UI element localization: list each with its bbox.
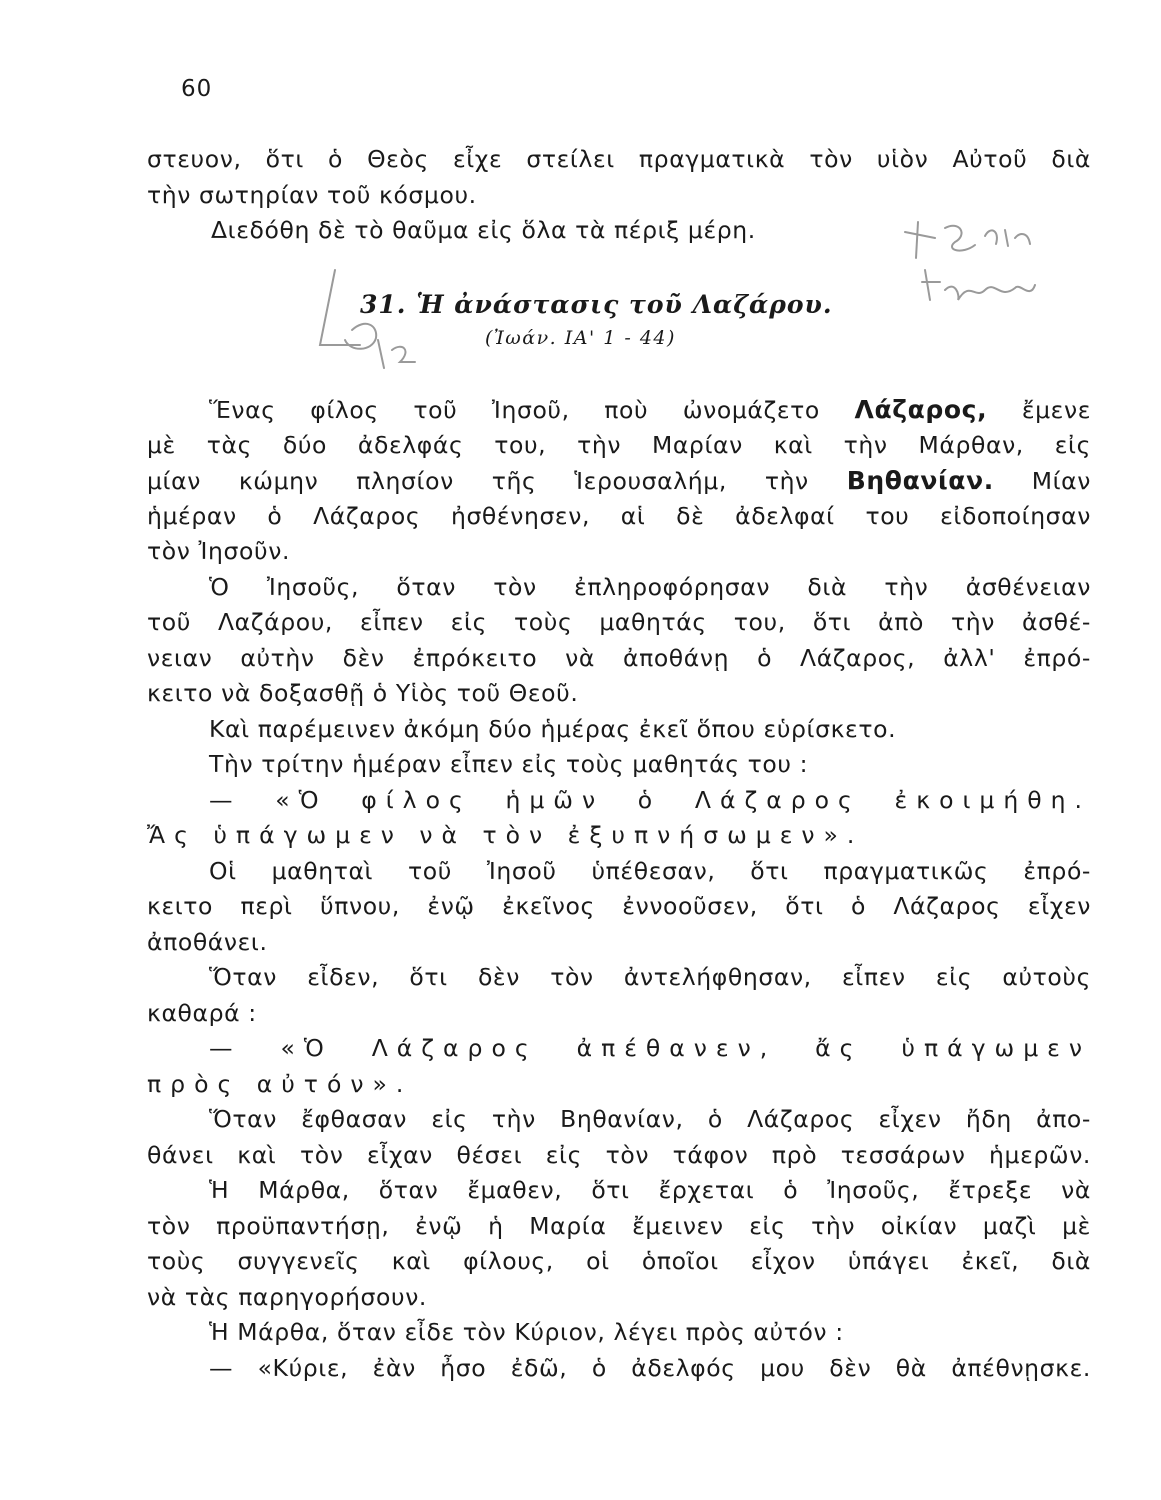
text-line: Καὶ παρέμεινεν ἀκόμη δύο ἡμέρας ἐκεῖ ὅπου εὑρίσκετο. (209, 714, 897, 743)
dialogue-line: πρὸς αὐτόν». (147, 1069, 413, 1098)
text-line: μὲ τὰς δύο ἀδελφάς του, τὴν Μαρίαν καὶ τὴν Μάρθαν, εἰς (147, 430, 1091, 459)
text-span: Ἕνας φίλος τοῦ Ἰησοῦ, ποὺ ὠνομάζετο (209, 396, 820, 424)
text-span: ἔμενε (1021, 396, 1091, 424)
text-line: Ὅταν ἔφθασαν εἰς τὴν Βηθανίαν, ὁ Λάζαρος εἶχεν ἤδη ἀπο- (209, 1105, 1091, 1133)
text-line: Οἱ μαθηταὶ τοῦ Ἰησοῦ ὑπέθεσαν, ὅτι πραγματικῶς ἐπρό- (209, 856, 1091, 885)
text-line: Ἡ Μάρθα, ὅταν ἔμαθεν, ὅτι ἔρχεται ὁ Ἰησοῦς, ἔτρεξε νὰ (209, 1176, 1091, 1204)
text-line: κειτο περὶ ὕπνου, ἐνῷ ἐκεῖνος ἐννοοῦσεν, ὅτι ὁ Λάζαρος εἶχεν (147, 892, 1091, 920)
text-line: κειτο νὰ δοξασθῇ ὁ Υἱὸς τοῦ Θεοῦ. (147, 679, 579, 707)
text-span: Μίαν (1031, 467, 1091, 495)
text-line: Τὴν τρίτην ἡμέραν εἶπεν εἰς τοὺς μαθητάς του : (209, 750, 809, 778)
place-bethany: Βηθανίαν. (846, 466, 994, 495)
scripture-reference: (Ἰωάν. ΙΑ' 1 - 44) (485, 327, 676, 349)
story-text (147, 392, 1091, 1386)
dialogue-line: Ἄς ὑπάγωμεν νὰ τὸν ἐξυπνήσωμεν». (147, 821, 864, 849)
name-lazaros: Λάζαρος, (854, 395, 988, 424)
text-line: τοὺς συγγενεῖς καὶ φίλους, οἱ ὁποῖοι εἶχον ὑπάγει ἐκεῖ, διὰ (147, 1247, 1091, 1275)
text-line: ἀποθάνει. (147, 927, 268, 956)
dialogue-line: — «Κύριε, ἐὰν ἦσο ἐδῶ, ὁ ἀδελφός μου δὲν θὰ ἀπέθνῃσκε. (209, 1353, 1091, 1382)
text-line: τὸν Ἰησοῦν. (147, 537, 291, 565)
text-line: θάνει καὶ τὸν εἶχαν θέσει εἰς τὸν τάφον πρὸ τεσσάρων ἡμερῶν. (147, 1140, 1091, 1169)
text-line: Ἡ Μάρθα, ὅταν εἶδε τὸν Κύριον, λέγει πρὸς αὐτόν : (209, 1318, 844, 1346)
text-line: ἡμέραν ὁ Λάζαρος ἠσθένησεν, αἱ δὲ ἀδελφαί του εἰδοποίησαν (147, 501, 1091, 530)
text-line: τὸν προϋπαντήσῃ, ἐνῷ ἡ Μαρία ἔμεινεν εἰς τὴν οἰκίαν μαζὶ μὲ (147, 1211, 1091, 1240)
text-line: νειαν αὐτὴν δὲν ἐπρόκειτο νὰ ἀποθάνῃ ὁ Λάζαρος, ἀλλ' ἐπρό- (147, 643, 1091, 672)
text-line (147, 392, 1091, 428)
text-line: Ὁ Ἰησοῦς, ὅταν τὸν ἐπληροφόρησαν διὰ τὴν ἀσθένειαν (209, 572, 1091, 601)
text-line (147, 463, 1091, 499)
text-span: μίαν κώμην πλησίον τῆς Ἱερουσαλήμ, τὴν (147, 467, 809, 495)
text-line: τοῦ Λαζάρου, εἶπεν εἰς τοὺς μαθητάς του, ὅτι ἀπὸ τὴν ἀσθέ- (147, 608, 1091, 636)
text-line: νὰ τὰς παρηγορήσουν. (147, 1282, 428, 1311)
text-line: Διεδόθη δὲ τὸ θαῦμα εἰς ὅλα τὰ πέριξ μέρη. (211, 216, 756, 244)
dialogue-line: — «Ὁ φίλος ἡμῶν ὁ Λάζαρος ἐκοιμήθη. (209, 785, 1091, 814)
dialogue-line: — «Ὁ Λάζαρος ἀπέθανεν, ἄς ὑπάγωμεν (209, 1034, 1091, 1062)
section-title: 31. Ἡ ἀνάστασις τοῦ Λαζάρου. (360, 290, 833, 319)
text-line: τὴν σωτηρίαν τοῦ κόσμου. (147, 180, 477, 209)
text-line: στευον, ὅτι ὁ Θεὸς εἶχε στείλει πραγματικὰ τὸν υἱὸν Αὐτοῦ διὰ (147, 145, 1091, 173)
text-line: Ὅταν εἶδεν, ὅτι δὲν τὸν ἀντελήφθησαν, εἶπεν εἰς αὐτοὺς (209, 963, 1091, 991)
page-number: 60 (181, 76, 213, 102)
text-line: καθαρά : (147, 998, 257, 1027)
